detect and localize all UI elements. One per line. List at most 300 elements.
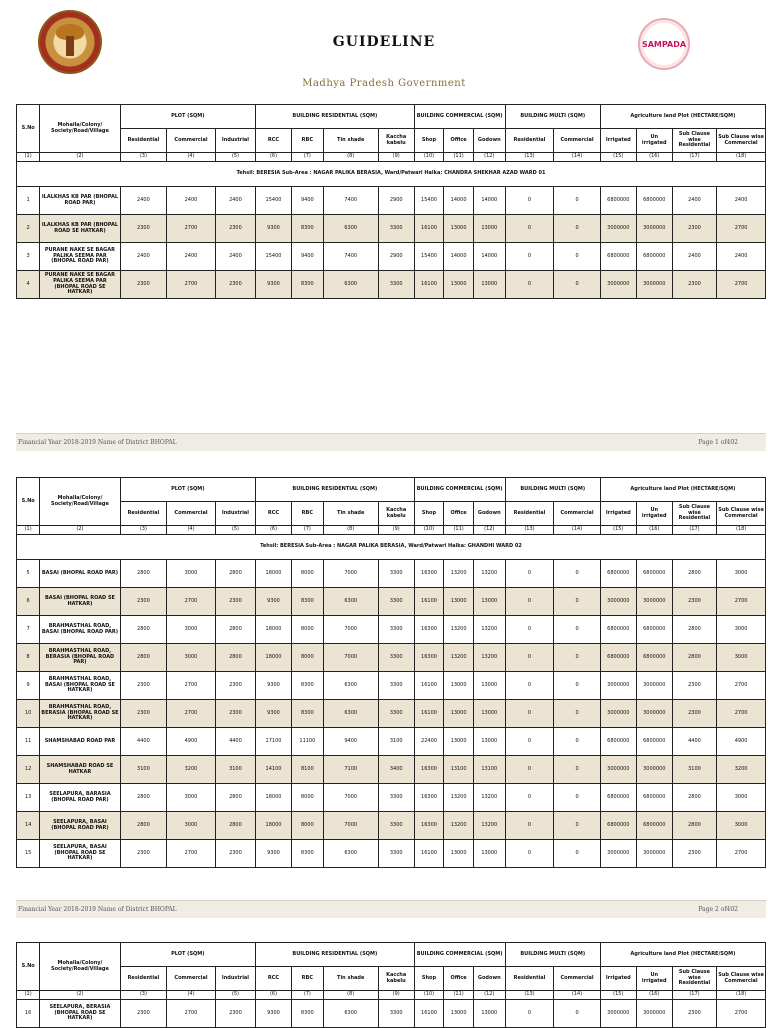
row-value: 2300 — [672, 215, 716, 243]
row-value: 3000000 — [600, 840, 636, 868]
col-number: (2) — [40, 991, 120, 1000]
row-value: 2400 — [167, 243, 216, 271]
row-value: 2300 — [215, 700, 255, 728]
col-number: (3) — [120, 526, 167, 535]
col-number: (15) — [600, 991, 636, 1000]
row-value: 9300 — [256, 588, 292, 616]
col-number: (5) — [215, 991, 255, 1000]
row-value: 6300 — [323, 588, 378, 616]
row-locality: SEELAPURA, BARASIA (BHOPAL ROAD PAR) — [40, 784, 120, 812]
col-sub-header: Sub Clause wise Commercial — [717, 502, 766, 526]
col-sno: S.No — [17, 478, 40, 526]
row-value: 3300 — [378, 812, 414, 840]
row-value: 0 — [505, 243, 554, 271]
row-value: 14000 — [444, 187, 474, 215]
row-value: 13000 — [444, 840, 474, 868]
row-value: 13200 — [444, 616, 474, 644]
row-value: 11100 — [291, 728, 323, 756]
row-value: 3000000 — [600, 271, 636, 299]
row-sno: 12 — [17, 756, 40, 784]
col-sub-header: Industrial — [215, 967, 255, 991]
row-value: 0 — [505, 672, 554, 700]
col-group-plot: PLOT (SQM) — [120, 105, 255, 129]
row-value: 2300 — [672, 700, 716, 728]
row-value: 2300 — [120, 588, 167, 616]
col-number: (10) — [414, 526, 444, 535]
col-number: (5) — [215, 526, 255, 535]
col-number: (2) — [40, 526, 120, 535]
row-value: 3000 — [167, 616, 216, 644]
col-group-commercial: BUILDING COMMERCIAL (SQM) — [414, 478, 505, 502]
row-value: 0 — [505, 784, 554, 812]
col-sub-header: Industrial — [215, 129, 255, 153]
row-value: 3300 — [378, 215, 414, 243]
row-locality: SEELAPURA, BERASIA (BHOPAL ROAD SE HATKAR) — [40, 1000, 120, 1028]
row-value: 16100 — [414, 672, 444, 700]
row-value: 3000 — [717, 644, 766, 672]
row-locality: SHAMSHABAD ROAD SE HATKAR — [40, 756, 120, 784]
row-value: 8300 — [291, 700, 323, 728]
row-value: 3300 — [378, 1000, 414, 1028]
table-row — [17, 1000, 766, 1028]
row-value: 3000000 — [636, 588, 672, 616]
col-sub-header: RCC — [256, 129, 292, 153]
col-sub-header: Office — [444, 967, 474, 991]
col-number: (8) — [323, 153, 378, 162]
col-sub-header: RBC — [291, 967, 323, 991]
row-value: 14000 — [444, 243, 474, 271]
row-value: 9300 — [256, 1000, 292, 1028]
row-value: 3000000 — [636, 271, 672, 299]
col-number: (4) — [167, 153, 216, 162]
col-sub-header: Commercial — [167, 967, 216, 991]
row-value: 3000 — [167, 560, 216, 588]
row-sno: 10 — [17, 700, 40, 728]
row-sno: 6 — [17, 588, 40, 616]
row-value: 3300 — [378, 616, 414, 644]
row-value: 2800 — [215, 560, 255, 588]
row-value: 3300 — [378, 700, 414, 728]
row-value: 2800 — [215, 784, 255, 812]
col-number: (7) — [291, 991, 323, 1000]
row-value: 14100 — [256, 756, 292, 784]
col-number: (16) — [636, 526, 672, 535]
row-value: 7000 — [323, 616, 378, 644]
row-value: 0 — [554, 672, 601, 700]
col-number: (7) — [291, 526, 323, 535]
row-value: 13000 — [473, 1000, 505, 1028]
col-number: (13) — [505, 991, 554, 1000]
col-sub-header: Sub Clause wise Commercial — [717, 967, 766, 991]
row-value: 16300 — [414, 616, 444, 644]
row-value: 0 — [505, 616, 554, 644]
row-value: 3000000 — [636, 700, 672, 728]
row-value: 7000 — [323, 784, 378, 812]
col-sub-header: Shop — [414, 129, 444, 153]
row-value: 2700 — [167, 1000, 216, 1028]
col-sub-header: Commercial — [554, 967, 601, 991]
row-value: 3300 — [378, 644, 414, 672]
col-group-agriculture: Agriculture land Plot (HECTARE/SQM) — [600, 478, 765, 502]
col-sub-header: Godown — [473, 129, 505, 153]
row-value: 6300 — [323, 672, 378, 700]
row-value: 2400 — [717, 187, 766, 215]
row-value: 0 — [554, 588, 601, 616]
row-value: 2800 — [672, 616, 716, 644]
row-value: 13000 — [473, 700, 505, 728]
tehsil-heading: Tehsil: BERESIA Sub-Area : NAGAR PALIKA BERASIA, Ward/Patwari Halka: CHANDRA SHEKHAR AZAD WARD 01 — [17, 162, 766, 187]
col-group-agriculture: Agriculture land Plot (HECTARE/SQM) — [600, 105, 765, 129]
row-value: 0 — [554, 840, 601, 868]
col-number: (14) — [554, 991, 601, 1000]
row-value: 0 — [505, 215, 554, 243]
col-sub-header: Irrigated — [600, 502, 636, 526]
col-number: (8) — [323, 991, 378, 1000]
col-sub-header: Godown — [473, 502, 505, 526]
row-value: 3000000 — [636, 840, 672, 868]
row-value: 2700 — [717, 271, 766, 299]
col-sub-header: RCC — [256, 967, 292, 991]
row-value: 6300 — [323, 700, 378, 728]
row-locality: PURANE NAKE SE BAGAR PALIKA SEEMA PAR (BHOPAL ROAD PAR) — [40, 243, 120, 271]
table-row — [17, 271, 766, 299]
row-value: 0 — [505, 840, 554, 868]
row-value: 3000000 — [600, 215, 636, 243]
row-locality: BASAI (BHOPAL ROAD SE HATKAR) — [40, 588, 120, 616]
row-value: 18000 — [256, 812, 292, 840]
row-value: 0 — [505, 271, 554, 299]
row-value: 3000000 — [600, 700, 636, 728]
row-value: 8300 — [291, 588, 323, 616]
row-value: 2300 — [672, 271, 716, 299]
row-value: 13200 — [473, 560, 505, 588]
row-value: 2800 — [120, 560, 167, 588]
row-value: 2700 — [167, 588, 216, 616]
col-sub-header: Kaccha kabelu — [378, 502, 414, 526]
row-value: 13200 — [444, 560, 474, 588]
table-row — [17, 672, 766, 700]
row-value: 3000000 — [636, 672, 672, 700]
col-number: (15) — [600, 153, 636, 162]
row-value: 6300 — [323, 215, 378, 243]
row-value: 2300 — [120, 215, 167, 243]
row-sno: 9 — [17, 672, 40, 700]
row-value: 13200 — [444, 784, 474, 812]
row-value: 13200 — [473, 644, 505, 672]
row-sno: 16 — [17, 1000, 40, 1028]
col-sub-header: Shop — [414, 502, 444, 526]
row-locality: BRAHMASTHAL ROAD, BERASIA (BHOPAL ROAD SE HATKAR) — [40, 700, 120, 728]
col-number: (18) — [717, 526, 766, 535]
row-value: 6800000 — [636, 812, 672, 840]
row-value: 0 — [505, 728, 554, 756]
col-group-multi: BUILDING MULTI (SQM) — [505, 105, 600, 129]
table-row — [17, 187, 766, 215]
row-sno: 11 — [17, 728, 40, 756]
row-value: 2700 — [717, 840, 766, 868]
table-row — [17, 644, 766, 672]
row-value: 2700 — [717, 215, 766, 243]
row-value: 4900 — [167, 728, 216, 756]
row-value: 6300 — [323, 271, 378, 299]
row-value: 6300 — [323, 1000, 378, 1028]
row-value: 3000 — [717, 616, 766, 644]
col-sub-header: Sub Clause wise Residential — [672, 502, 716, 526]
row-value: 17100 — [256, 728, 292, 756]
row-value: 13000 — [473, 271, 505, 299]
row-value: 3200 — [717, 756, 766, 784]
col-sub-header: RBC — [291, 502, 323, 526]
row-value: 6800000 — [636, 728, 672, 756]
row-value: 0 — [505, 588, 554, 616]
row-value: 8000 — [291, 560, 323, 588]
col-number: (10) — [414, 991, 444, 1000]
col-sub-header: Sub Clause wise Commercial — [717, 129, 766, 153]
row-locality: SEELAPURA, BASAI (BHOPAL ROAD PAR) — [40, 812, 120, 840]
col-sub-header: RBC — [291, 129, 323, 153]
table-row — [17, 700, 766, 728]
row-value: 3000 — [717, 784, 766, 812]
page-footer-2: Financial Year 2018-2019 Name of District BHOPAL Page 2 of402 — [16, 900, 766, 918]
row-locality: BASAI (BHOPAL ROAD PAR) — [40, 560, 120, 588]
row-value: 2700 — [717, 672, 766, 700]
row-value: 3100 — [672, 756, 716, 784]
row-value: 3100 — [120, 756, 167, 784]
col-sub-header: Sub Clause wise Residential — [672, 967, 716, 991]
row-value: 2400 — [672, 187, 716, 215]
row-value: 2300 — [120, 840, 167, 868]
row-value: 0 — [554, 271, 601, 299]
row-value: 13200 — [473, 616, 505, 644]
row-value: 16100 — [414, 271, 444, 299]
col-sub-header: Office — [444, 502, 474, 526]
row-value: 13000 — [444, 215, 474, 243]
col-sub-header: Commercial — [554, 502, 601, 526]
row-value: 18000 — [256, 784, 292, 812]
row-value: 0 — [505, 187, 554, 215]
row-value: 2300 — [215, 840, 255, 868]
row-value: 0 — [554, 756, 601, 784]
row-value: 9300 — [256, 700, 292, 728]
row-value: 2300 — [672, 840, 716, 868]
page-title: GUIDELINE — [332, 34, 436, 50]
row-value: 13100 — [444, 756, 474, 784]
row-value: 3400 — [378, 756, 414, 784]
row-value: 3300 — [378, 840, 414, 868]
row-value: 8300 — [291, 672, 323, 700]
row-value: 6300 — [323, 840, 378, 868]
row-value: 16100 — [414, 840, 444, 868]
row-value: 0 — [554, 616, 601, 644]
col-group-residential: BUILDING RESIDENTIAL (SQM) — [256, 943, 415, 967]
col-number: (6) — [256, 991, 292, 1000]
col-number: (13) — [505, 526, 554, 535]
row-value: 13000 — [473, 672, 505, 700]
row-value: 13000 — [473, 215, 505, 243]
row-value: 2800 — [672, 784, 716, 812]
col-number: (17) — [672, 526, 716, 535]
col-sub-header: Irrigated — [600, 129, 636, 153]
row-value: 6800000 — [600, 616, 636, 644]
col-sub-header: Irrigated — [600, 967, 636, 991]
row-sno: 3 — [17, 243, 40, 271]
row-value: 7000 — [323, 812, 378, 840]
col-number: (12) — [473, 991, 505, 1000]
row-value: 8000 — [291, 784, 323, 812]
row-value: 3300 — [378, 271, 414, 299]
row-value: 2800 — [215, 644, 255, 672]
col-sub-header: Commercial — [167, 129, 216, 153]
col-sub-header: Residential — [505, 129, 554, 153]
col-sub-header: Un irrigated — [636, 129, 672, 153]
col-number: (14) — [554, 153, 601, 162]
row-value: 2700 — [167, 840, 216, 868]
row-value: 6800000 — [600, 644, 636, 672]
row-value: 7400 — [323, 187, 378, 215]
col-number: (4) — [167, 991, 216, 1000]
col-number: (18) — [717, 153, 766, 162]
row-value: 2400 — [120, 187, 167, 215]
row-value: 0 — [554, 1000, 601, 1028]
row-value: 2400 — [215, 187, 255, 215]
row-value: 8300 — [291, 271, 323, 299]
row-value: 4400 — [215, 728, 255, 756]
row-value: 2800 — [215, 616, 255, 644]
row-value: 6800000 — [600, 243, 636, 271]
row-value: 2700 — [167, 215, 216, 243]
page-subtitle: Madhya Pradesh Government — [302, 78, 466, 89]
row-value: 2800 — [672, 812, 716, 840]
row-value: 2900 — [378, 243, 414, 271]
row-value: 16300 — [414, 560, 444, 588]
row-locality: BRAHMASTHAL ROAD, BASAI (BHOPAL ROAD SE HATKAR) — [40, 672, 120, 700]
row-value: 0 — [505, 756, 554, 784]
col-sub-header: Commercial — [554, 129, 601, 153]
col-locality: Mohalla/Colony/ Society/Road/Village — [40, 478, 120, 526]
row-value: 0 — [505, 812, 554, 840]
row-value: 2700 — [167, 700, 216, 728]
row-value: 18000 — [256, 616, 292, 644]
col-sub-header: Residential — [505, 967, 554, 991]
row-locality: ILALKHAS KB PAR (BHOPAL ROAD SE HATKAR) — [40, 215, 120, 243]
tehsil-heading: Tehsil: BERESIA Sub-Area : NAGAR PALIKA BERASIA, Ward/Patwari Halka: GHANDHI WARD 02 — [17, 535, 766, 560]
row-value: 13200 — [473, 784, 505, 812]
row-value: 15400 — [256, 243, 292, 271]
col-number: (11) — [444, 991, 474, 1000]
col-sub-header: Residential — [120, 967, 167, 991]
row-value: 3300 — [378, 560, 414, 588]
sampada-logo-icon: SAMPADA — [638, 18, 690, 70]
col-number: (15) — [600, 526, 636, 535]
row-value: 3000000 — [636, 215, 672, 243]
row-value: 8300 — [291, 1000, 323, 1028]
row-value: 2300 — [215, 215, 255, 243]
row-value: 3000000 — [600, 672, 636, 700]
row-value: 7100 — [323, 756, 378, 784]
guideline-page — [0, 0, 768, 100]
col-number: (9) — [378, 991, 414, 1000]
row-value: 13000 — [444, 271, 474, 299]
col-number: (4) — [167, 526, 216, 535]
row-value: 0 — [505, 1000, 554, 1028]
row-value: 7400 — [323, 243, 378, 271]
row-value: 3100 — [378, 728, 414, 756]
row-value: 9300 — [256, 215, 292, 243]
row-value: 13200 — [444, 644, 474, 672]
row-sno: 8 — [17, 644, 40, 672]
row-value: 15400 — [256, 187, 292, 215]
row-value: 13200 — [444, 812, 474, 840]
row-value: 9300 — [256, 672, 292, 700]
col-number: (17) — [672, 991, 716, 1000]
table-row — [17, 616, 766, 644]
row-locality: SHAMSHABAD ROAD PAR — [40, 728, 120, 756]
row-value: 15400 — [414, 243, 444, 271]
col-sno: S.No — [17, 943, 40, 991]
row-value: 15400 — [414, 187, 444, 215]
row-value: 2300 — [215, 588, 255, 616]
row-value: 2400 — [672, 243, 716, 271]
row-sno: 15 — [17, 840, 40, 868]
page-footer-1: Financial Year 2018-2019 Name of District BHOPAL Page 1 of402 — [16, 433, 766, 451]
row-value: 13000 — [444, 700, 474, 728]
row-value: 16300 — [414, 644, 444, 672]
col-number: (16) — [636, 991, 672, 1000]
row-value: 7000 — [323, 644, 378, 672]
guideline-table-section-3 — [16, 942, 766, 1028]
col-sub-header: Residential — [120, 502, 167, 526]
row-value: 3000000 — [636, 1000, 672, 1028]
col-number: (6) — [256, 526, 292, 535]
col-locality: Mohalla/Colony/ Society/Road/Village — [40, 943, 120, 991]
row-value: 3100 — [215, 756, 255, 784]
row-value: 3000 — [717, 812, 766, 840]
row-sno: 5 — [17, 560, 40, 588]
col-number: (1) — [17, 991, 40, 1000]
row-value: 2300 — [215, 271, 255, 299]
row-value: 14000 — [473, 187, 505, 215]
col-number: (10) — [414, 153, 444, 162]
row-value: 0 — [554, 700, 601, 728]
row-value: 4400 — [672, 728, 716, 756]
row-value: 2800 — [672, 560, 716, 588]
row-value: 2900 — [378, 187, 414, 215]
row-value: 13000 — [473, 840, 505, 868]
col-number: (17) — [672, 153, 716, 162]
table-row — [17, 812, 766, 840]
col-number: (13) — [505, 153, 554, 162]
col-number: (14) — [554, 526, 601, 535]
row-value: 13000 — [444, 588, 474, 616]
row-locality: BRAHMASTHAL ROAD, BERASIA (BHOPAL ROAD PAR) — [40, 644, 120, 672]
row-value: 2400 — [120, 243, 167, 271]
col-number: (9) — [378, 526, 414, 535]
row-value: 2400 — [215, 243, 255, 271]
row-value: 13200 — [473, 812, 505, 840]
row-value: 6800000 — [636, 784, 672, 812]
col-number: (16) — [636, 153, 672, 162]
row-value: 2300 — [120, 672, 167, 700]
row-value: 2700 — [167, 271, 216, 299]
col-sub-header: Industrial — [215, 502, 255, 526]
row-value: 0 — [505, 560, 554, 588]
col-number: (9) — [378, 153, 414, 162]
row-value: 13000 — [473, 728, 505, 756]
row-sno: 13 — [17, 784, 40, 812]
row-sno: 4 — [17, 271, 40, 299]
row-value: 2300 — [672, 1000, 716, 1028]
col-sub-header: Un irrigated — [636, 967, 672, 991]
